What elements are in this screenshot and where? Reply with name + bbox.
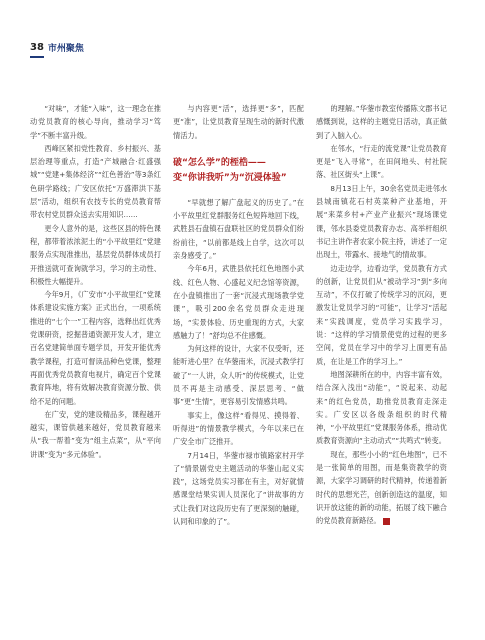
paragraph: 更令人意外的是，这些区县的特色课程，都带着浓浓泥土的“小平故里红”党建服务点实现准推出，基层党员群体成员打开推送就可查询就学习，学习的主动性、积极性大幅提升。: [30, 223, 161, 286]
paragraph: 为何这样的设计，大家不仅受听，还能听进心里？在华蓥南米，沉浸式教学打破了“一人讲，众人听”的传统模式，让党员不再是主动感受、深层思考、“做事”更“生情”，更容易引发情感共鸣。: [173, 344, 304, 407]
paragraph: 西峰区紧扣党性教育、乡村振兴、基层治理等重点，打造“产城融合·红盛强城”“党建+集体经济”“红色善治”等3条红色研学路线；广安区依托“万盛滞洪下基层”活动，组织有农技专长的党员教育帮带农村党员群众送去实用知识……: [30, 143, 161, 220]
paragraph-text: 现在，那些小小的“红色地图”，已不是一张简单的用图，而是集资教学的资源，大家学习调研的时代精神，传递着新时代的思想光芒，创新创造这的温度，知识开放这能的新的动能，拓展了线下融合的党员教育新路径。: [316, 449, 447, 526]
page-number: 38: [30, 41, 44, 53]
paragraph: 在邻水，“行走的流党课”让党员教育更是“飞入寻常”，在田间地头、村社院落、社区街头“上课”。: [316, 143, 447, 180]
column-1: [30, 102, 161, 528]
paragraph: 8月13日上午，30余名党员走进邻水县城南镇花石村英菜种产业基地，开展“来菜乡村+产业产业振兴”现场课党课，邻水县委党员教育办志、高举杆组织书记主讲作者农家小院主持，讲述了一定出现土，带露水、接地气的情故事。: [316, 183, 447, 260]
article-body: [30, 102, 460, 528]
subheading-line-1: 破“怎么学”的桎梏——: [173, 157, 266, 168]
paragraph: 与内容更“活”，选择更“多”，匹配更“准”，让党员教育呈现生动的新时代激情活力。: [173, 104, 304, 140]
paragraph: 今年9月，《广安市“小平故里红”党课体系建设实施方案》正式出台，一项系统推进的“七个一”工程内容，选释出红优秀党课研资，挖掘普通资源开发人才，建立百名党建简单面专题学员，开发开能优秀教学课程，打造可督读品种色党课，整理再面优秀党员教育电视片，确定百个党课教育阵地，将有效解决教育资源分散、供给不足的问题。: [30, 290, 161, 406]
subheading: [173, 156, 304, 186]
subheading-line-2: 变“你讲我听”为“沉浸体验”: [173, 172, 287, 183]
page-header: [30, 40, 84, 54]
paragraph: “早就想了解广盘起义的历史了。”在小平故里红党群服务红色短阵地回下线，武胜县石盘镇石盘联社区的党员群众们纷纷前往，“以前都是线上自学，这次可以亲身感受了。”: [173, 197, 304, 261]
paragraph: 7月14日，华蓥市禄市镇路家村开学了“情景剧党史主题活动的华蓥山起义实践”，这场党员实习都在有主，对好就情感课堂结果实训人员深化了“讲故事的方式让我们对这段历史有了更深刻的触碰，认同和印象的了”。: [173, 450, 304, 527]
header-rule: [30, 56, 44, 58]
paragraph: 今年6月，武胜县依托红色地图小武线、红色人物、心盛起义纪念馆等资源，在小盘镇推出了一套“沉浸式现场教学党课”，吸引200余名党员群众走进现场，“实景体验、历史重现的方式，大家感触力了！”舒均总不住感慨。: [173, 264, 304, 340]
column-3: [316, 102, 447, 528]
paragraph: 地图深耕所在的中，内容丰富有效，结合深入浅出“动能”，“说起来、动起来”的红色党员，助推党员教育走深走实。广安区以各级条组织的时代精神，“小平故里红”党课服务体系，推动优质教育资源向“主动动式”“共鸣式”转变。: [316, 369, 447, 446]
section-title: 市州聚焦: [47, 43, 84, 54]
paragraph: 在广安，党的建设精品多，课程越开越实，课管供越来越好，党员教育越来从“我一帮着”变为“组主点菜”，从“平向讲课”变为“多元体验”。: [30, 409, 161, 459]
paragraph: “对味”，才能“入味”，这一理念在推动党员教育的核心导向，推动学习“笃学”不断丰富升级。: [30, 104, 161, 140]
paragraph: 边走边学，边看边学，党员教有方式的创新，让党员们从“被动学习”到“多向互动”，不仅打破了传统学习的沉闷，更激发让党员学习的“可能”，让学习“活起来”实践调度，党员学习实践学习，说：“这样的学习情景使党的过程的更多空间，党员在学习中的学习上面更有品质，在让是工作的学习上。”: [316, 263, 447, 366]
paragraph: 的理解。”华蓥市教室传播陈文郡书记感慨到说，这样的主题党日活动，真正做到了入脑入心。: [316, 104, 447, 140]
end-of-article-mark: [383, 518, 390, 525]
column-2: [173, 102, 304, 528]
paragraph: [316, 448, 447, 528]
paragraph: 事实上，像这样“看得见、摸得着、听得进”的情景教学模式，今年以来已在广安全市广泛推开。: [173, 410, 304, 447]
